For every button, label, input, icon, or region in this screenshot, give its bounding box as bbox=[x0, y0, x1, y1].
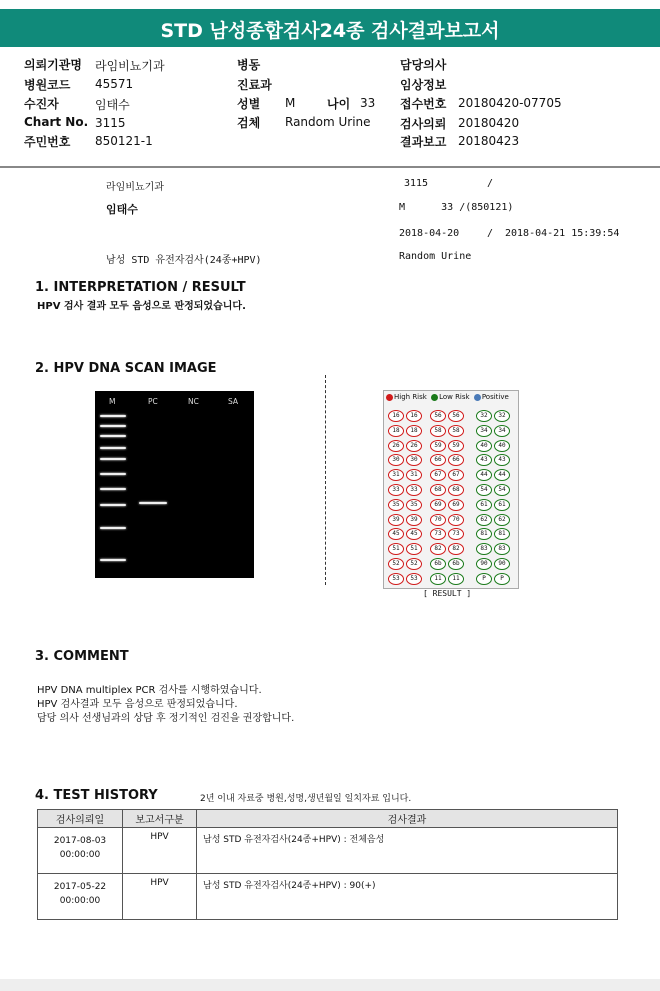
request-date-value: 20180420 bbox=[458, 116, 520, 130]
chip-spot: 35 bbox=[406, 499, 422, 511]
chip-spot: 81 bbox=[476, 528, 492, 540]
info-specimen: Random Urine bbox=[399, 251, 472, 262]
chip-spot: 69 bbox=[448, 499, 464, 511]
chip-spot: 66 bbox=[430, 454, 446, 466]
chip-spot: 31 bbox=[388, 469, 404, 481]
chip-spot: 43 bbox=[476, 454, 492, 466]
chip-spot: 40 bbox=[476, 440, 492, 452]
gel-lane-label: NC bbox=[188, 397, 199, 406]
chip-spot: 30 bbox=[388, 454, 404, 466]
chip-spot: 82 bbox=[430, 543, 446, 555]
section-history-title: 4. TEST HISTORY bbox=[35, 788, 158, 803]
section-interpretation-title: 1. INTERPRETATION / RESULT bbox=[35, 280, 246, 295]
chip-spot: 16 bbox=[388, 410, 404, 422]
specimen-value: Random Urine bbox=[285, 115, 371, 129]
chip-spot: 32 bbox=[494, 410, 510, 422]
gel-marker-band bbox=[100, 425, 126, 427]
chip-spot: 58 bbox=[448, 425, 464, 437]
report-title: STD 남성종합검사24종 검사결과보고서 bbox=[160, 20, 500, 42]
request-date-label: 검사의뢰 bbox=[400, 117, 447, 131]
chip-spot: 62 bbox=[476, 514, 492, 526]
client-value: 라임비뇨기과 bbox=[95, 59, 165, 73]
chip-spot: 51 bbox=[406, 543, 422, 555]
chip-spot: 40 bbox=[494, 440, 510, 452]
comment-line: 담당 의사 선생님과의 상담 후 정기적인 검진을 권장합니다. bbox=[37, 713, 295, 724]
chip-spot: 33 bbox=[388, 484, 404, 496]
chip-spot: 90 bbox=[494, 558, 510, 570]
table-row bbox=[38, 828, 618, 874]
gel-marker-band bbox=[100, 458, 126, 460]
chip-spot: 6b bbox=[430, 558, 446, 570]
resident-no-label: 주민번호 bbox=[24, 135, 71, 149]
chip-spot: 35 bbox=[388, 499, 404, 511]
age-label: 나이 bbox=[327, 97, 351, 111]
chip-spot: 69 bbox=[430, 499, 446, 511]
chip-spot: 44 bbox=[476, 469, 492, 481]
patient-value: 임태수 bbox=[95, 98, 130, 112]
gel-marker-band bbox=[100, 527, 126, 529]
chip-spot: 44 bbox=[494, 469, 510, 481]
info-chart: 3115 bbox=[404, 178, 429, 189]
chip-spot: 58 bbox=[430, 425, 446, 437]
chip-spot: 73 bbox=[430, 528, 446, 540]
legend-low-risk: Low Risk bbox=[439, 393, 470, 401]
chip-spot: 61 bbox=[476, 499, 492, 511]
scan-divider bbox=[325, 375, 326, 585]
gel-image bbox=[95, 391, 254, 578]
positive-dot-icon bbox=[474, 394, 481, 401]
sex-value: M bbox=[285, 96, 296, 110]
chip-spot: 67 bbox=[448, 469, 464, 481]
client-label: 의뢰기관명 bbox=[24, 58, 82, 72]
gel-lane-label: SA bbox=[228, 397, 239, 406]
doctor-label: 담당의사 bbox=[400, 58, 447, 72]
chip-spot: 68 bbox=[430, 484, 446, 496]
report-title-bar bbox=[0, 9, 660, 47]
history-result: 남성 STD 유전자검사(24종+HPV) : 전체음성 bbox=[197, 828, 618, 874]
chip-spot: 11 bbox=[448, 573, 464, 585]
chip-spot: 70 bbox=[430, 514, 446, 526]
chip-spot: 31 bbox=[406, 469, 422, 481]
chip-caption: [ RESULT ] bbox=[423, 589, 472, 598]
chip-spot: 90 bbox=[476, 558, 492, 570]
chip-spot: P bbox=[476, 573, 492, 585]
gel-marker-band bbox=[100, 473, 126, 475]
gel-marker-band bbox=[100, 559, 126, 561]
info-date-sep: / bbox=[487, 228, 494, 239]
chip-spot: 26 bbox=[406, 440, 422, 452]
history-table bbox=[37, 809, 618, 920]
history-type: HPV bbox=[123, 828, 197, 874]
chip-spot: 54 bbox=[476, 484, 492, 496]
chip-spot: 6b bbox=[448, 558, 464, 570]
report-date-value: 20180423 bbox=[458, 134, 520, 148]
chip-legend bbox=[386, 393, 509, 401]
high-risk-dot-icon bbox=[386, 394, 393, 401]
chip-spot: 11 bbox=[430, 573, 446, 585]
comment-line: HPV DNA multiplex PCR 검사를 시행하였습니다. bbox=[37, 685, 262, 696]
chip-spot: 56 bbox=[448, 410, 464, 422]
chip-spot: 56 bbox=[430, 410, 446, 422]
history-date-cell bbox=[38, 828, 123, 874]
chip-spot: 16 bbox=[406, 410, 422, 422]
chip-spot: 52 bbox=[388, 558, 404, 570]
chip-spot: 54 bbox=[494, 484, 510, 496]
interpretation-text: HPV 검사 결과 모두 음성으로 판정되었습니다. bbox=[37, 301, 246, 312]
legend-high-risk: High Risk bbox=[394, 393, 427, 401]
history-date: 2017-08-03 bbox=[53, 836, 107, 846]
chip-spot: 34 bbox=[494, 425, 510, 437]
history-note: 2년 이내 자료중 병원,성명,생년월일 일치자료 입니다. bbox=[200, 794, 412, 804]
history-time: 00:00:00 bbox=[59, 896, 101, 906]
chip-spot: 26 bbox=[388, 440, 404, 452]
chip-spot: 32 bbox=[476, 410, 492, 422]
header-divider bbox=[0, 166, 660, 168]
receipt-no-value: 20180420-07705 bbox=[458, 96, 562, 110]
hospital-code-label: 병원코드 bbox=[24, 78, 71, 92]
chip-spot: 83 bbox=[494, 543, 510, 555]
chip-spot: 30 bbox=[406, 454, 422, 466]
gel-lane-label: M bbox=[109, 397, 116, 406]
footer-bar bbox=[0, 979, 660, 991]
gel-marker-band bbox=[100, 504, 126, 506]
info-test-name: 남성 STD 유전자검사(24종+HPV) bbox=[106, 255, 262, 266]
patient-label: 수진자 bbox=[24, 97, 59, 111]
history-header-row bbox=[38, 810, 618, 828]
info-sex-age: M 33 /(850121) bbox=[399, 202, 514, 213]
chip-spot: 45 bbox=[388, 528, 404, 540]
chip-spot: 18 bbox=[406, 425, 422, 437]
section-scan-title: 2. HPV DNA SCAN IMAGE bbox=[35, 361, 217, 376]
gel-marker-band bbox=[100, 415, 126, 417]
chip-spot: 33 bbox=[406, 484, 422, 496]
chip-spot: 43 bbox=[494, 454, 510, 466]
resident-no-value: 850121-1 bbox=[95, 134, 153, 148]
comment-line: HPV 검사결과 모두 음성으로 판정되었습니다. bbox=[37, 699, 238, 710]
chip-spot: 82 bbox=[448, 543, 464, 555]
chip-spot: 53 bbox=[388, 573, 404, 585]
chip-spot: 66 bbox=[448, 454, 464, 466]
chart-label: Chart No. bbox=[24, 115, 89, 129]
report-date-label: 결과보고 bbox=[400, 135, 447, 149]
chip-spot: 62 bbox=[494, 514, 510, 526]
gel-marker-band bbox=[100, 488, 126, 490]
chip-spot: 59 bbox=[430, 440, 446, 452]
chip-spot: 83 bbox=[476, 543, 492, 555]
chip-spot: 34 bbox=[476, 425, 492, 437]
chip-spot: 68 bbox=[448, 484, 464, 496]
chip-spot: 59 bbox=[448, 440, 464, 452]
gel-marker-band bbox=[100, 435, 126, 437]
chip-spot: 67 bbox=[430, 469, 446, 481]
specimen-label: 검체 bbox=[237, 116, 261, 130]
chip-spot: P bbox=[494, 573, 510, 585]
gel-marker-band bbox=[100, 447, 126, 449]
col-header-report-type: 보고서구분 bbox=[123, 810, 197, 828]
chip-spot: 73 bbox=[448, 528, 464, 540]
clinical-info-label: 임상정보 bbox=[400, 78, 447, 92]
low-risk-dot-icon bbox=[431, 394, 438, 401]
chip-spot: 81 bbox=[494, 528, 510, 540]
chip-spot: 45 bbox=[406, 528, 422, 540]
info-date-from: 2018-04-20 bbox=[399, 228, 460, 239]
gel-pc-band bbox=[139, 502, 167, 504]
table-row bbox=[38, 874, 618, 920]
legend-positive: Positive bbox=[481, 393, 509, 401]
gel-lane-label: PC bbox=[148, 397, 158, 406]
chip-spot: 53 bbox=[406, 573, 422, 585]
info-slash: / bbox=[487, 178, 494, 189]
section-comment-title: 3. COMMENT bbox=[35, 649, 129, 664]
col-header-request-date: 검사의뢰일 bbox=[38, 810, 123, 828]
hpv-chip-result bbox=[383, 390, 519, 589]
info-patient: 임태수 bbox=[106, 203, 138, 216]
chip-spot: 51 bbox=[388, 543, 404, 555]
history-result: 남성 STD 유전자검사(24종+HPV) : 90(+) bbox=[197, 874, 618, 920]
dept-label: 진료과 bbox=[237, 78, 272, 92]
chart-value: 3115 bbox=[95, 116, 126, 130]
chip-spot: 39 bbox=[406, 514, 422, 526]
chip-spot: 52 bbox=[406, 558, 422, 570]
age-value: 33 bbox=[360, 96, 376, 110]
history-type: HPV bbox=[123, 874, 197, 920]
col-header-result: 검사결과 bbox=[197, 810, 618, 828]
history-date-cell bbox=[38, 874, 123, 920]
sex-label: 성별 bbox=[237, 97, 261, 111]
history-date: 2017-05-22 bbox=[53, 882, 107, 892]
history-time: 00:00:00 bbox=[59, 850, 101, 860]
chip-spot: 39 bbox=[388, 514, 404, 526]
receipt-no-label: 접수번호 bbox=[400, 97, 447, 111]
info-clinic: 라임비뇨기과 bbox=[106, 182, 164, 193]
hospital-code-value: 45571 bbox=[95, 77, 134, 91]
chip-spot: 61 bbox=[494, 499, 510, 511]
ward-label: 병동 bbox=[237, 58, 261, 72]
chip-spot: 18 bbox=[388, 425, 404, 437]
info-date-to: 2018-04-21 15:39:54 bbox=[505, 228, 620, 239]
chip-spot: 70 bbox=[448, 514, 464, 526]
